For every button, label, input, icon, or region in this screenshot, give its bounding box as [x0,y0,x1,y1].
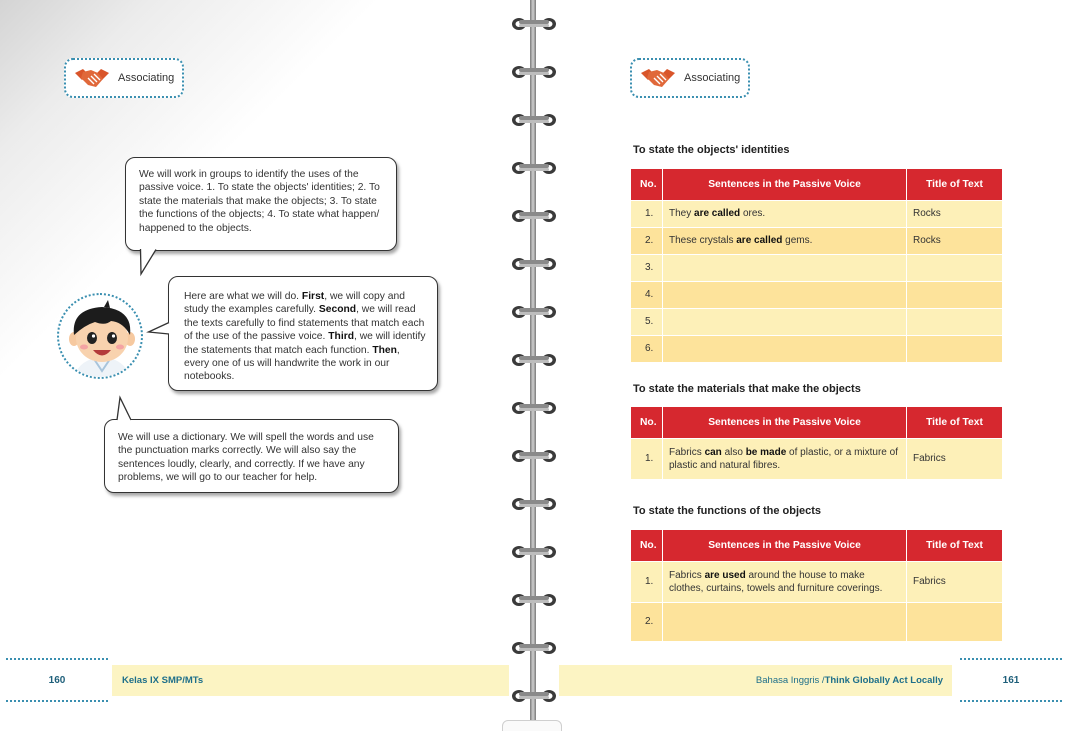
slogan-text: Think Globally Act Locally [824,675,943,686]
speech-bubble-top [125,157,397,251]
cell-no: 4. [631,281,663,308]
tag-label: Associating [684,72,741,84]
cell-sentence [663,308,907,335]
section-title-materials: To state the materials that make the objects [633,383,861,395]
associating-tag-right [630,58,750,98]
left-page [0,0,535,731]
bubble-middle-text [184,290,427,384]
text-run: , we will identify the statements that match each function. [184,331,426,356]
cell-title: Fabrics [907,561,1003,602]
cell-sentence [663,561,907,602]
text-run: gems. [782,235,813,246]
cell-no: 2. [631,602,663,641]
cell-sentence [663,200,907,227]
bold-run: be made [745,446,787,458]
table-row [631,438,1003,479]
text-run: Fabrics [669,569,705,581]
bubble-tail-middle [148,322,170,336]
cell-no: 1. [631,200,663,227]
col-header-no: No. [631,530,663,561]
table-identities [630,169,1003,363]
text-run: These crystals [669,235,737,246]
spiral-ring [511,206,557,226]
cell-title [907,308,1003,335]
table-row [631,308,1003,335]
text-run: of plastic, or a mixture of plastic and natural fibres. [669,446,898,471]
spiral-ring [511,638,557,658]
footer-band-right [559,665,952,696]
table-header-row [631,169,1003,200]
cell-title [907,254,1003,281]
cell-sentence [663,335,907,362]
tag-label: Associating [118,72,175,84]
bubble-tail-top [139,249,159,275]
bold-run: Then [372,344,397,356]
spiral-ring [511,446,557,466]
spiral-ring [511,62,557,82]
cell-title [907,281,1003,308]
bold-run: are called [736,235,783,246]
col-header-no: No. [631,407,663,438]
text-run: , we will copy and study the examples carefully. [184,291,405,316]
table-row [631,227,1003,254]
table-row [631,281,1003,308]
cell-sentence [663,438,907,479]
cell-sentence [663,602,907,641]
speech-bubble-middle [168,276,438,391]
col-header-title: Title of Text [907,169,1003,200]
text-run: They [669,208,695,219]
table-header-row [631,530,1003,561]
text-run: Here are what we will do. [184,291,302,302]
bold-run: Third [328,331,354,343]
associating-tag-left [64,58,184,98]
spiral-ring [511,542,557,562]
spiral-ring [511,158,557,178]
text-run: also [721,446,746,458]
text-run: around the house to make clothes, curtains, towels and furniture coverings. [669,569,883,594]
cell-no: 5. [631,308,663,335]
bold-run: are used [704,569,746,581]
spine-tab [502,720,562,731]
table-row [631,335,1003,362]
text-run: , every one of us will handwrite the work in our notebooks. [184,344,400,383]
table-functions [630,530,1003,642]
page-number-text: 160 [48,674,66,686]
spiral-ring [511,350,557,370]
text-run: ores. [740,208,766,219]
spiral-ring [511,302,557,322]
cell-no: 2. [631,227,663,254]
col-header-no: No. [631,169,663,200]
table-row [631,602,1003,641]
col-header-sentences: Sentences in the Passive Voice [663,169,907,200]
bold-run: can [704,446,722,458]
table-row [631,254,1003,281]
spiral-ring [511,590,557,610]
cell-sentence [663,281,907,308]
section-title-identities: To state the objects' identities [633,144,790,156]
book-title: Kelas IX SMP/MTs [122,675,204,686]
spiral-ring [511,686,557,706]
avatar [57,293,143,379]
spiral-ring [511,494,557,514]
table-header-row [631,407,1003,438]
spiral-ring [511,398,557,418]
cell-sentence [663,227,907,254]
cell-title: Rocks [907,200,1003,227]
handshake-icon [74,65,110,91]
cell-no: 6. [631,335,663,362]
cell-title: Fabrics [907,438,1003,479]
text-run: , we will read the texts carefully to find statements that match each of the use of the passive voice. [184,304,425,343]
table-row [631,561,1003,602]
bold-run: First [301,291,325,302]
boy-student-avatar [59,295,143,379]
bubble-tail-bottom [116,397,132,421]
section-title-functions: To state the functions of the objects [633,505,822,517]
col-header-title: Title of Text [907,530,1003,561]
cell-title [907,602,1003,641]
col-header-title: Title of Text [907,407,1003,438]
bubble-bottom-text: We will use a dictionary. We will spell the words and use the punctuation marks correctly. We will also say the sentences loudly, clearly, and correctly. If we have any problems, we will go to our teacher for help. [118,432,374,484]
spiral-ring [511,14,557,34]
bold-run: Second [318,304,357,316]
subject-text: Bahasa Inggris / [755,675,825,686]
page-number-text: 161 [1002,674,1020,686]
page-number-right [960,658,1062,702]
cell-title: Rocks [907,227,1003,254]
col-header-sentences: Sentences in the Passive Voice [663,530,907,561]
table-materials [630,407,1003,480]
spiral-ring [511,254,557,274]
cell-no: 1. [631,438,663,479]
speech-bubble-bottom [104,419,399,493]
spiral-ring [511,110,557,130]
cell-no: 3. [631,254,663,281]
cell-sentence [663,254,907,281]
page-number-left [6,658,108,702]
handshake-icon [640,65,676,91]
col-header-sentences: Sentences in the Passive Voice [663,407,907,438]
table-row [631,200,1003,227]
cell-title [907,335,1003,362]
bold-run: are called [694,208,741,219]
text-run: Fabrics [669,446,705,458]
cell-no: 1. [631,561,663,602]
footer-band-left [112,665,509,696]
bubble-top-text: We will work in groups to identify the uses of the passive voice. 1. To state the objects' identities; 2. To state the materials that make the objects; 3. To state the functions of the objects; 4. To state what happen/ happened to the objects. [139,169,380,234]
